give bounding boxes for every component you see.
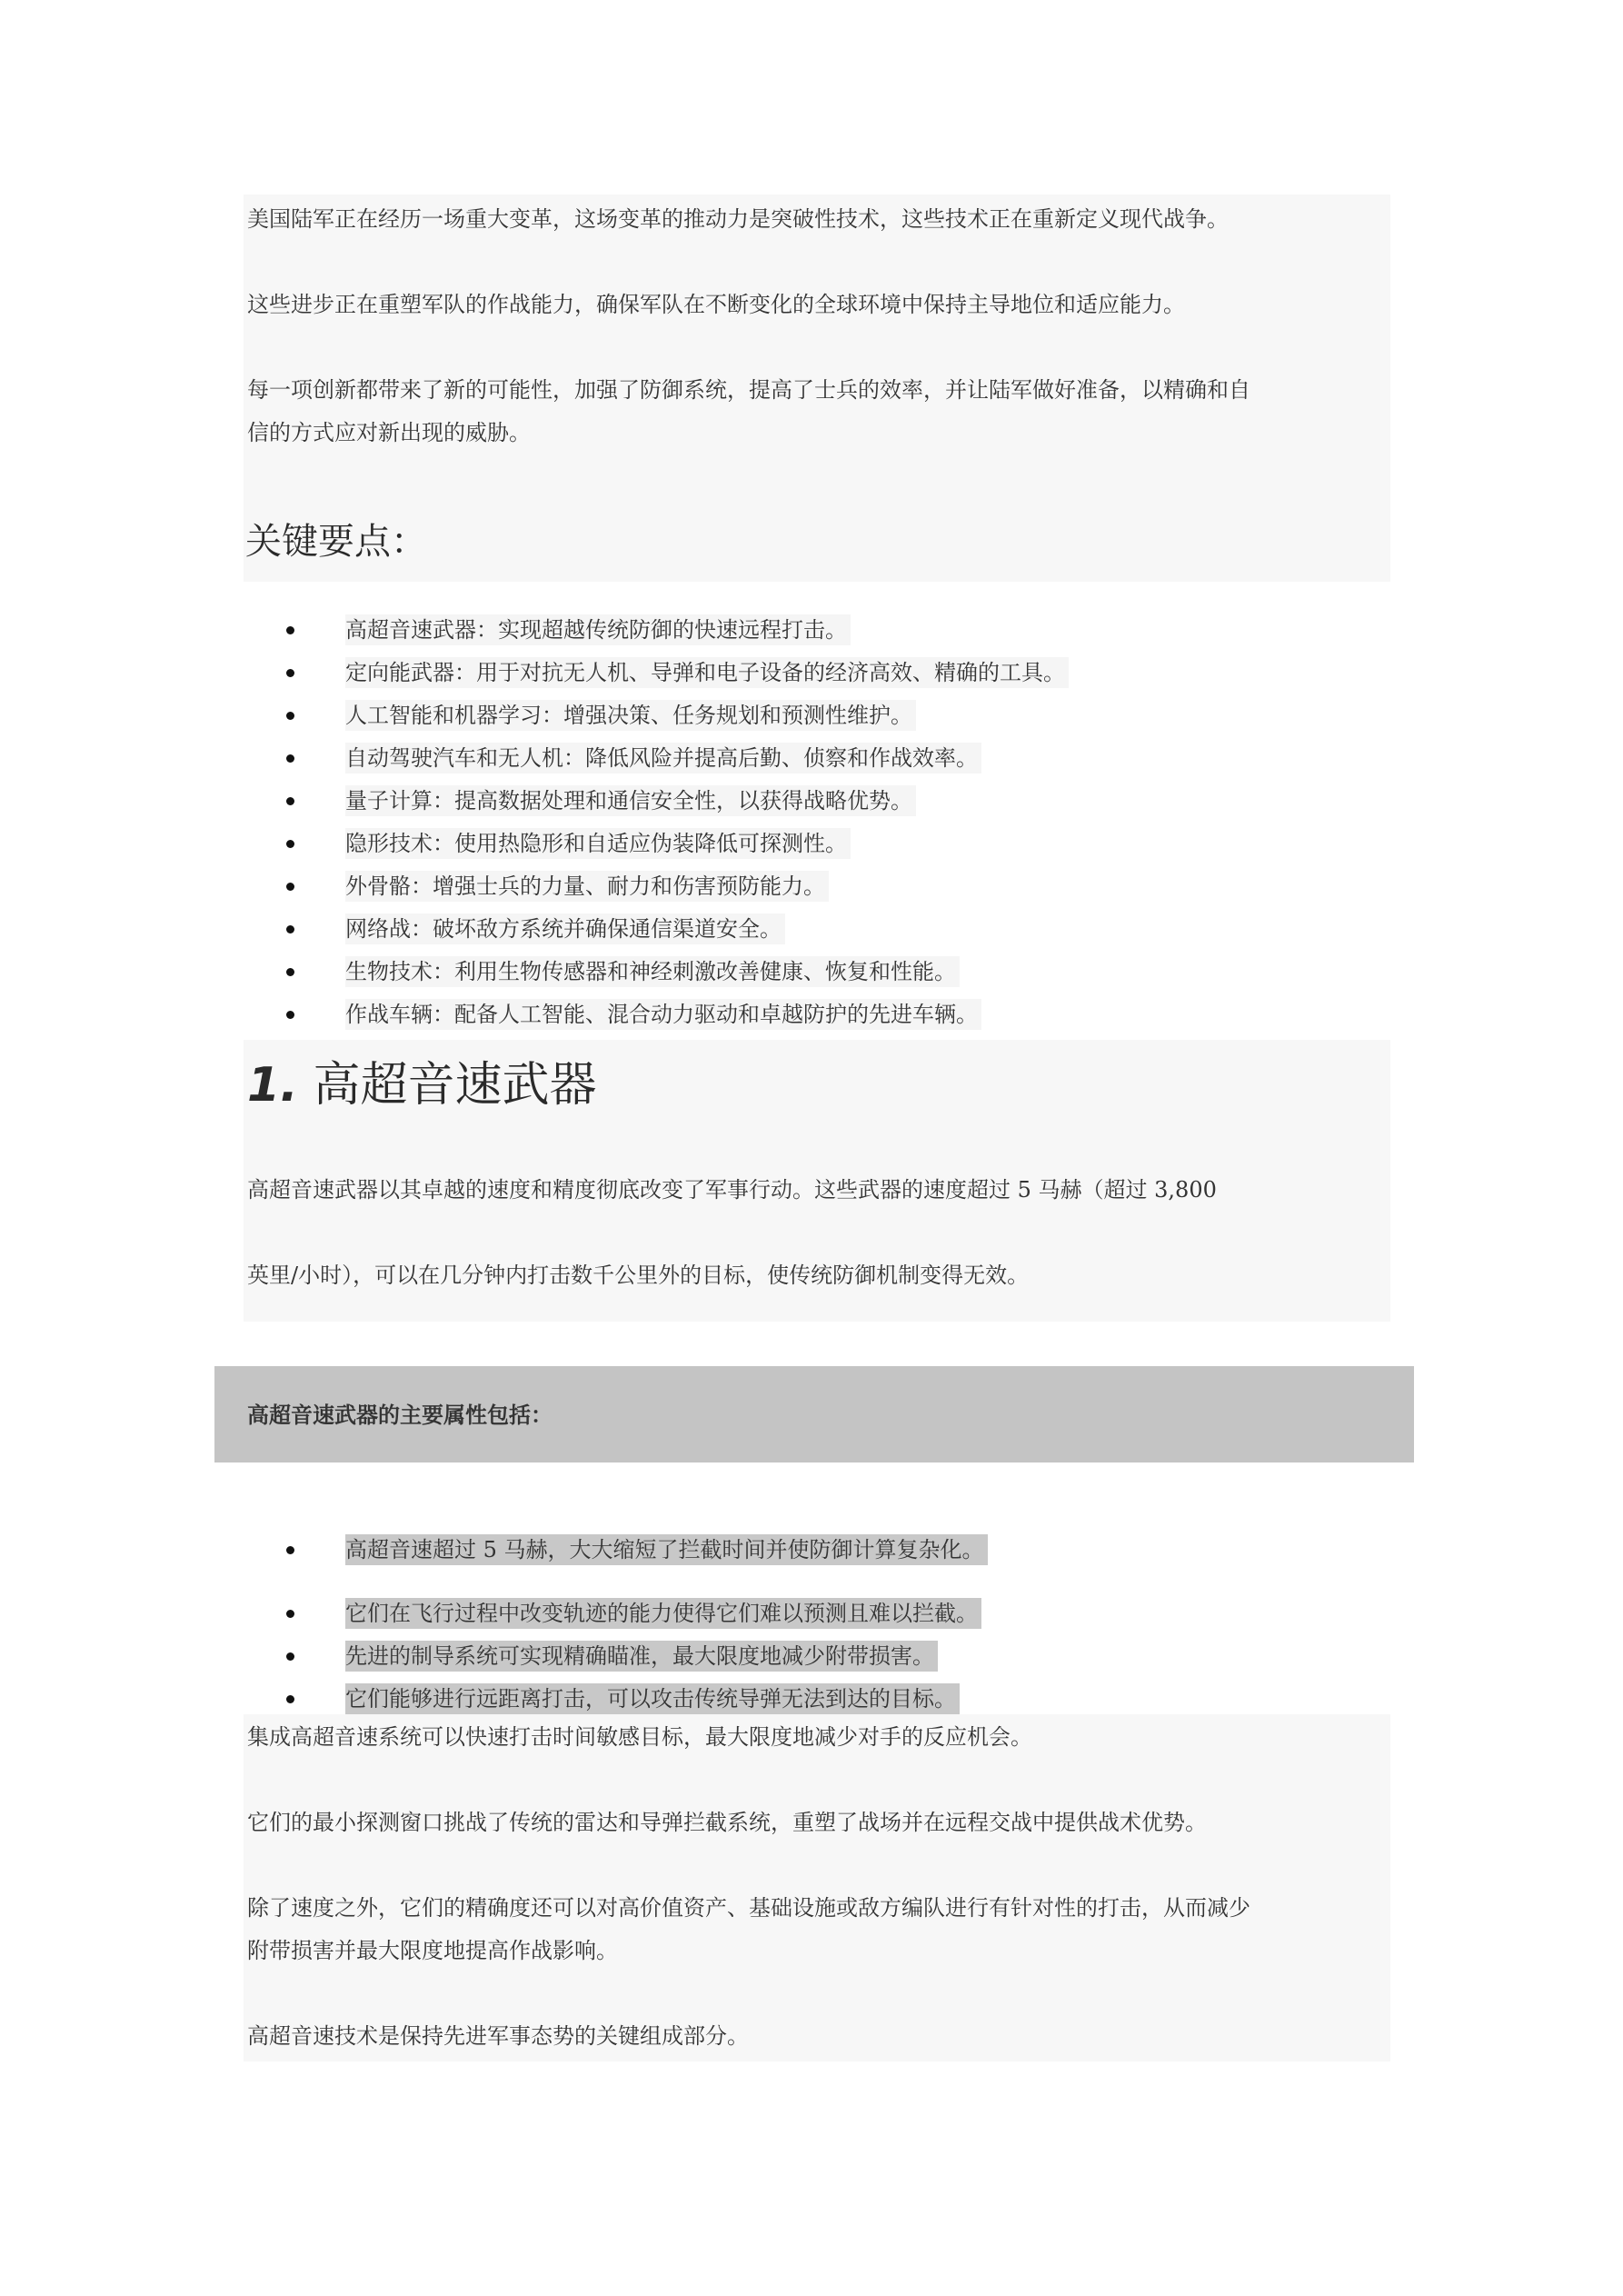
section-1-paragraph-2: 集成高超音速系统可以快速打击时间敏感目标，最大限度地减少对手的反应机会。	[247, 1724, 1032, 1750]
intro-paragraph-3-line-2: 信的方式应对新出现的威胁。	[247, 420, 531, 445]
section-1-paragraph-4-line-2: 附带损害并最大限度地提高作战影响。	[247, 1938, 618, 1963]
bullet-icon	[286, 1546, 294, 1554]
intro-paragraph-3-line-1: 每一项创新都带来了新的可能性，加强了防御系统，提高了士兵的效率，并让陆军做好准备，以精确和自	[247, 377, 1250, 403]
attributes-heading: 高超音速武器的主要属性包括：	[247, 1402, 553, 1428]
bullet-icon	[286, 797, 294, 805]
section-1-title	[247, 1049, 596, 1122]
section-1-closing	[244, 1714, 1390, 2061]
bullet-icon	[286, 925, 294, 933]
section-1-paragraph-3: 它们的最小探测窗口挑战了传统的雷达和导弹拦截系统，重塑了战场并在远程交战中提供战术优势。	[247, 1810, 1207, 1835]
intro-paragraph-1: 美国陆军正在经历一场重大变革，这场变革的推动力是突破性技术，这些技术正在重新定义现代战争。	[247, 206, 1229, 232]
bullet-icon	[286, 669, 294, 677]
bullet-icon	[286, 626, 294, 634]
bullet-icon	[286, 1695, 294, 1703]
attributes-heading-bar	[214, 1366, 1414, 1462]
section-1-intro	[244, 1040, 1390, 1322]
intro-paragraph-2: 这些进步正在重塑军队的作战能力，确保军队在不断变化的全球环境中保持主导地位和适应能力。	[247, 292, 1185, 317]
section-title-text: 高超音速武器	[313, 1058, 597, 1113]
section-1-paragraph-line-2: 英里/小时），可以在几分钟内打击数千公里外的目标，使传统防御机制变得无效。	[247, 1263, 1030, 1288]
bullet-icon	[286, 754, 294, 763]
section-number: 1.	[247, 1058, 298, 1113]
bullet-icon	[286, 968, 294, 976]
bullet-icon	[286, 840, 294, 848]
bullet-icon	[286, 883, 294, 891]
key-points-list: 高超音速武器：实现超越传统防御的快速远程打击。 定向能武器：用于对抗无人机、导弹和电子设备的经济高效、精确的工具。 人工智能和机器学习：增强决策、任务规划和预测性维护。 自动驾驶汽车和无人机：降低风险并提高后勤、侦察和作战效率。 量子计算：提高数据处理和通信安全性，以获得战略优势。 隐形技术：使用热隐形和自适应伪装降低可探测性。 外骨骼：增强士兵的力量、耐力和伤害预防能力。 网络战：破坏敌方系统并确保通信渠道安全。 生物技术：利用生物传感器和神经刺激改善健康、恢复和性能。 作战车辆：配备人工智能、混合动力驱动和卓越防护的先进车辆。	[244, 614, 1390, 1033]
bullet-icon	[286, 1610, 294, 1618]
section-1-paragraph-5: 高超音速技术是保持先进军事态势的关键组成部分。	[247, 2023, 749, 2049]
bullet-icon	[286, 1652, 294, 1661]
section-1-paragraph-line-1: 高超音速武器以其卓越的速度和精度彻底改变了军事行动。这些武器的速度超过 5 马赫（超过 3,800	[247, 1177, 1217, 1203]
bullet-icon	[286, 712, 294, 720]
intro-section	[244, 195, 1390, 582]
section-1-paragraph-4-line-1: 除了速度之外，它们的精确度还可以对高价值资产、基础设施或敌方编队进行有针对性的打击，从而减少	[247, 1895, 1250, 1921]
key-points-heading: 关键要点：	[245, 521, 427, 563]
bullet-icon	[286, 1011, 294, 1019]
attributes-list: 高超音速超过 5 马赫，大大缩短了拦截时间并使防御计算复杂化。 它们在飞行过程中改变轨迹的能力使得它们难以预测且难以拦截。 先进的制导系统可实现精确瞄准，最大限度地减少附带损害。 它们能够进行远距离打击，可以攻击传统导弹无法到达的目标。	[244, 1534, 1390, 1716]
